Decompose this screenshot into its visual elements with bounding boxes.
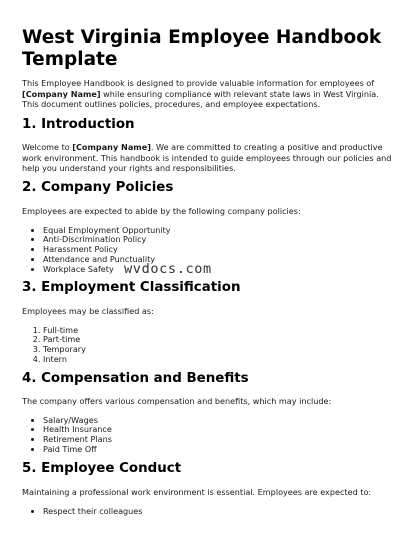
employee-conduct-intro: Maintaining a professional work environment is essential. Employees are expected to: xyxy=(22,487,372,497)
introduction-text-start: Welcome to xyxy=(22,142,73,152)
list-item: 2. Part-time xyxy=(43,335,394,345)
introduction-paragraph xyxy=(22,142,394,174)
employee-conduct-list xyxy=(22,507,394,517)
section-employee-conduct-body xyxy=(22,487,394,516)
list-item: • Respect their colleagues xyxy=(43,507,394,517)
intro-text-start: This Employee Handbook is designed to provide valuable information for employees of xyxy=(22,78,375,88)
employment-classification-list xyxy=(22,326,394,365)
intro-paragraph xyxy=(22,78,392,110)
section-heading-compensation-benefits: 4. Compensation and Benefits xyxy=(22,371,249,386)
list-item: 1. Full-time xyxy=(43,326,394,336)
compensation-benefits-list xyxy=(22,416,394,455)
list-item: • Harassment Policy xyxy=(43,245,394,255)
document-title: West Virginia Employee Handbook Template xyxy=(22,27,382,70)
list-item: • Equal Employment Opportunity xyxy=(43,226,394,236)
list-item: • Retirement Plans xyxy=(43,435,394,445)
list-item: • Workplace Safety xyxy=(43,265,394,275)
company-name-placeholder: [Company Name] xyxy=(72,142,151,152)
list-item: • Health Insurance xyxy=(43,425,394,435)
intro-text-end: while ensuring compliance with relevant state laws in West Virginia. This document outlines policies, procedures, and employee expectations. xyxy=(22,88,379,109)
section-employment-classification-body xyxy=(22,306,394,365)
company-policies-intro: Employees are expected to abide by the following company policies: xyxy=(22,206,301,216)
list-item: • Attendance and Punctuality xyxy=(43,255,394,265)
introduction-text-end: . We are committed to creating a positive and productive work environment. This handbook is intended to guide employees through our policies and help you understand your rights and responsibilities. xyxy=(22,142,392,173)
company-name-placeholder: [Company Name] xyxy=(22,88,101,99)
section-heading-employee-conduct: 5. Employee Conduct xyxy=(22,461,182,476)
employment-classification-intro: Employees may be classified as: xyxy=(22,306,154,316)
section-introduction-body xyxy=(22,142,394,174)
watermark-text: wvdocs.com xyxy=(124,261,212,277)
section-heading-introduction: 1. Introduction xyxy=(22,117,135,132)
list-item: 4. Intern xyxy=(43,355,394,365)
list-item: 3. Temporary xyxy=(43,345,394,355)
list-item: • Salary/Wages xyxy=(43,416,394,426)
list-item: • Anti-Discrimination Policy xyxy=(43,235,394,245)
list-item: • Paid Time Off xyxy=(43,445,394,455)
section-heading-company-policies: 2. Company Policies xyxy=(22,180,174,195)
section-heading-employment-classification: 3. Employment Classification xyxy=(22,280,241,295)
compensation-benefits-intro: The company offers various compensation and benefits, which may include: xyxy=(22,396,332,406)
section-compensation-benefits-body xyxy=(22,396,394,455)
